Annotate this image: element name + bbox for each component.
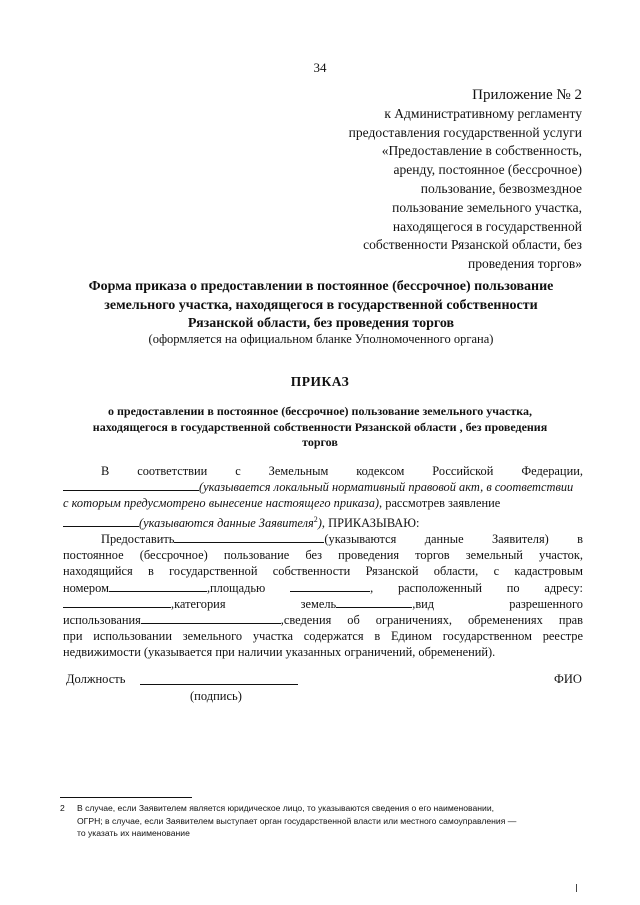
form-title-line: земельного участка, находящегося в государственной собственности: [104, 297, 538, 313]
text-fragment: Земельным: [268, 464, 329, 478]
order-body: [63, 463, 583, 661]
text-fragment: ,: [370, 580, 374, 595]
text-fragment: с которым предусмотрено вынесение настоящего приказа): [63, 496, 380, 511]
text-fragment: (указываются данные Заявителя) в: [324, 531, 583, 546]
order-subtitle-line: о предоставлении в постоянное (бессрочное) пользование земельного участка,: [108, 404, 532, 418]
fill-in-blank[interactable]: [63, 479, 199, 491]
footnote-divider: [60, 797, 192, 798]
order-subtitle: [70, 404, 570, 451]
scan-mark: [576, 884, 581, 892]
form-title-line: Форма приказа о предоставлении в постоянное (бессрочное) пользование: [88, 279, 554, 294]
footnote-line: В случае, если Заявителем является юридическое лицо, то указываются сведения о его наименовании,: [77, 803, 495, 813]
order-title: ПРИКАЗ: [290, 374, 350, 389]
text-fragment: расположенный: [397, 580, 482, 595]
appendix-line: пользование, безвозмездное: [420, 180, 582, 196]
order-subtitle-line: находящегося в государственной собственности Рязанской области , без проведения: [92, 419, 548, 434]
footnote: [60, 802, 590, 840]
text-fragment: ): [317, 515, 322, 530]
form-title: [60, 278, 582, 334]
fill-in-blank[interactable]: [174, 531, 324, 543]
text-fragment: кодексом: [356, 464, 405, 478]
body-line: [63, 495, 583, 511]
fill-in-blank[interactable]: [290, 580, 370, 592]
body-line: [63, 596, 583, 612]
text-fragment: земель: [300, 596, 337, 611]
form-note: (оформляется на официальном бланке Уполномоченного органа): [148, 332, 494, 346]
text-fragment: ,категория: [171, 596, 226, 611]
body-line: постоянное (бессрочное) пользование без проведения торгов земельный участок,: [63, 548, 583, 563]
body-line: [63, 580, 583, 596]
text-fragment: номером: [63, 580, 109, 595]
appendix-line: предоставления государственной услуги: [348, 124, 582, 140]
text-fragment: Федерации,: [521, 464, 583, 478]
fill-in-blank[interactable]: [141, 612, 281, 624]
fill-in-blank[interactable]: [63, 515, 139, 527]
text-fragment: , ПРИКАЗЫВАЮ:: [321, 515, 420, 530]
text-fragment: использования: [63, 612, 141, 627]
fill-in-blank[interactable]: [109, 580, 207, 592]
text-fragment: (указываются данные Заявителя: [139, 515, 314, 530]
appendix-line: находящегося в государственной: [392, 218, 582, 234]
text-fragment: Российской: [432, 464, 494, 478]
body-line: недвижимости (указывается при наличии указанных ограничений, обременений).: [63, 645, 496, 660]
body-line: находящийся в государственной собственности Рязанской области, с кадастровым: [63, 564, 583, 579]
body-line: [63, 531, 583, 547]
paragraph-1: [63, 463, 583, 531]
appendix-line: аренду, постоянное (бессрочное): [393, 162, 582, 178]
appendix-line: пользование земельного участка,: [392, 199, 582, 215]
order-subtitle-line: торгов: [302, 435, 338, 449]
footnote-number: 2: [60, 803, 65, 813]
body-line: при использовании земельного участка содержатся в Едином государственном реестре: [63, 629, 583, 644]
signature-line[interactable]: [140, 684, 298, 685]
text-fragment: (указывается локальный нормативный правовой акт, в соответствии: [199, 480, 574, 495]
body-line: [63, 512, 583, 531]
appendix-line: Приложение № 2: [472, 87, 582, 103]
text-fragment: с: [235, 464, 241, 478]
footnote-line: ОГРН; в случае, если Заявителем выступает орган государственной власти или местного самоуправления —: [77, 815, 517, 826]
signature-position: Должность: [66, 672, 126, 686]
paragraph-2: [63, 531, 583, 661]
signature-caption: (подпись): [190, 689, 242, 703]
signature-fio: ФИО: [554, 672, 582, 686]
appendix-header: [300, 86, 582, 274]
text-fragment: Предоставить: [101, 531, 175, 546]
appendix-line: проведения торгов»: [467, 256, 582, 272]
text-fragment: В: [101, 464, 110, 478]
text-fragment: адресу:: [544, 580, 583, 595]
page-number: 34: [313, 60, 327, 75]
text-fragment: ,сведения об ограничениях, обременениях прав: [280, 612, 583, 627]
appendix-line: собственности Рязанской области, без: [363, 237, 582, 253]
text-fragment: соответствии: [137, 464, 208, 478]
text-fragment: ,вид: [412, 596, 435, 611]
footnote-line: то указать их наименование: [77, 828, 190, 838]
body-line: [63, 612, 583, 628]
appendix-line: «Предоставление в собственность,: [381, 143, 582, 159]
fill-in-blank[interactable]: [63, 596, 171, 608]
text-fragment: , рассмотрев заявление: [379, 496, 501, 511]
body-line: [63, 479, 583, 495]
appendix-line: к Административному регламенту: [384, 105, 582, 121]
text-fragment: разрешенного: [509, 596, 583, 611]
fill-in-blank[interactable]: [336, 596, 412, 608]
footnote-ref: 2: [313, 514, 318, 524]
form-title-line: Рязанской области, без проведения торгов: [187, 316, 455, 331]
text-fragment: по: [506, 580, 520, 595]
body-line: [63, 463, 583, 479]
text-fragment: ,площадью: [206, 580, 266, 595]
